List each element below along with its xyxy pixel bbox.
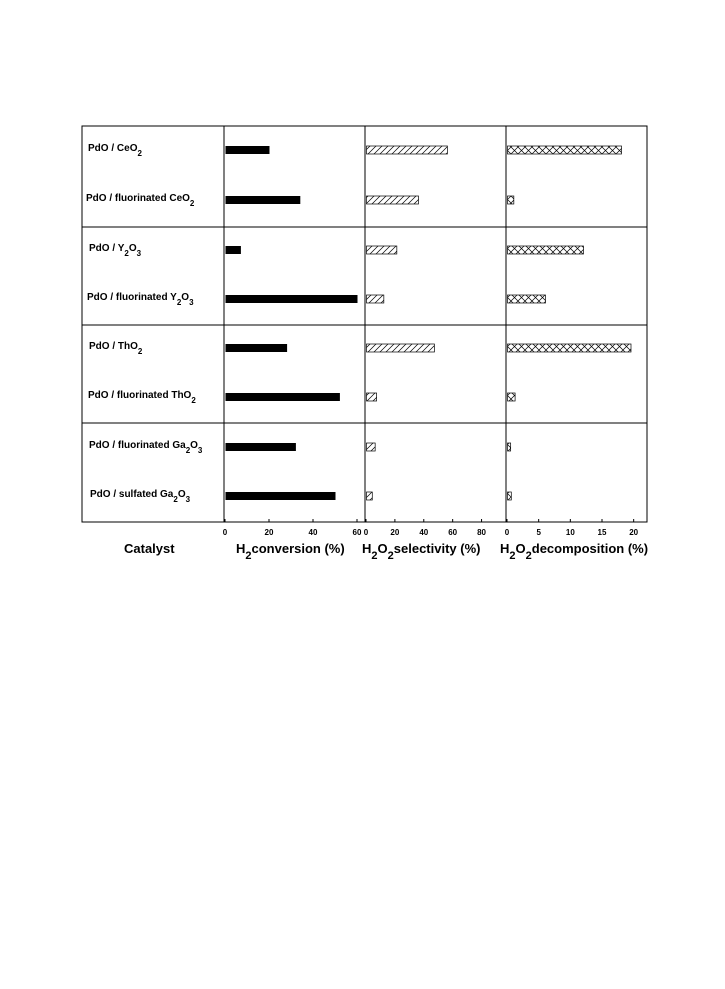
category-axis-title: Catalyst	[124, 541, 175, 556]
bar-panel1-row0	[367, 146, 448, 154]
bar-panel0-row2	[226, 246, 241, 254]
category-label: PdO / $Y_2O_3$	[89, 243, 142, 258]
bar-panel2-row1	[508, 196, 514, 204]
tick-label-p1-0: 0	[363, 528, 369, 537]
bar-panel0-row5	[226, 393, 340, 401]
tick-label-p0-1: 20	[264, 528, 274, 537]
bar-panel2-row4	[508, 344, 632, 352]
tick-label-p2-3: 15	[597, 528, 607, 537]
category-label: PdO / sulfated $Ga_2O_3$	[90, 489, 191, 504]
tick-label-p1-3: 60	[448, 528, 458, 537]
category-label: PdO / ThO$_2$	[89, 341, 143, 356]
bar-panel1-row2	[367, 246, 397, 254]
category-label: PdO / fluorinated $Ga_2O_3$	[89, 440, 203, 455]
tick-label-p1-1: 20	[390, 528, 400, 537]
tick-label-p1-2: 40	[419, 528, 429, 537]
bar-panel0-row4	[226, 344, 288, 352]
tick-label-p2-0: 0	[504, 528, 510, 537]
panel-title-1: $H_2O_2selectivity$ (%)	[362, 541, 481, 562]
bar-panel2-row6	[508, 443, 511, 451]
bar-panel1-row6	[367, 443, 376, 451]
bar-panel0-row1	[226, 196, 301, 204]
tick-label-p2-2: 10	[565, 528, 575, 537]
bar-panel2-row2	[508, 246, 584, 254]
bar-panel2-row5	[508, 393, 516, 401]
bar-panel0-row7	[226, 492, 336, 500]
bar-panel1-row4	[367, 344, 435, 352]
bar-panel1-row3	[367, 295, 384, 303]
category-label: PdO / fluorinated $Y_2O_3$	[87, 292, 194, 307]
bar-panel0-row6	[226, 443, 296, 451]
category-label: PdO / fluorinated ThO$_2$	[88, 390, 196, 405]
tick-label-p2-1: 5	[536, 528, 541, 537]
panel-title-2: $H_2O_2decomposition$ (%)	[500, 541, 649, 562]
bar-panel0-row3	[226, 295, 358, 303]
bar-marks	[226, 146, 632, 500]
tick-label-p1-4: 80	[477, 528, 487, 537]
tick-label-p2-4: 20	[629, 528, 639, 537]
category-label: PdO / CeO$_2$	[88, 143, 142, 158]
bar-panel1-row7	[367, 492, 373, 500]
category-label: PdO / fluorinated CeO$_2$	[86, 193, 195, 208]
bar-panel2-row0	[508, 146, 622, 154]
bar-panel1-row1	[367, 196, 419, 204]
bar-panel0-row0	[226, 146, 270, 154]
bar-panel1-row5	[367, 393, 377, 401]
bar-panel2-row3	[508, 295, 546, 303]
tick-label-p0-0: 0	[222, 528, 228, 537]
tick-label-p0-2: 40	[308, 528, 318, 537]
panel-title-0: $H_2conversion$ (%)	[236, 541, 345, 562]
bar-panel2-row7	[508, 492, 512, 500]
tick-label-p0-3: 60	[352, 528, 362, 537]
plot-frame	[82, 126, 647, 522]
